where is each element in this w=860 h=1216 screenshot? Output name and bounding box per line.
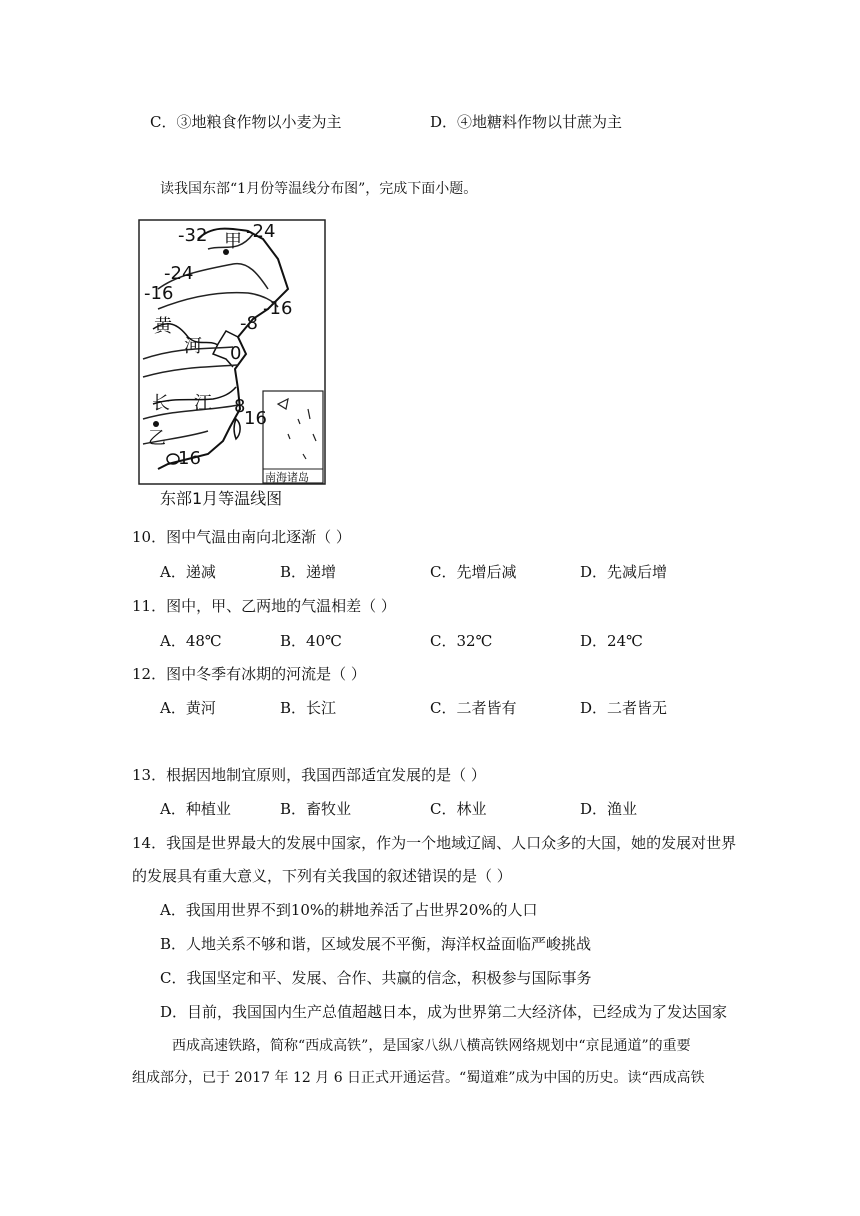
q13-option-b: B．畜牧业 bbox=[280, 800, 352, 818]
passage-line-2: 组成部分，已于 2017 年 12 月 6 日正式开通运营。“蜀道难”成为中国的历史。读“西成高铁 bbox=[132, 1070, 705, 1086]
q14-option-c: C．我国坚定和平、发展、合作、共赢的信念，积极参与国际事务 bbox=[160, 969, 592, 987]
question-13-stem: 13．根据因地制宜原则，我国西部适宜发展的是（ ） bbox=[132, 766, 486, 784]
isotherm-label: -8 bbox=[240, 313, 258, 334]
isotherm-map bbox=[138, 219, 326, 485]
isotherm-label: -32 bbox=[178, 225, 208, 246]
q10-option-b: B．递增 bbox=[280, 563, 337, 581]
q13-option-c: C．林业 bbox=[430, 800, 487, 818]
question-12-stem: 12．图中冬季有冰期的河流是（ ） bbox=[132, 665, 366, 683]
inset-label: 南海诸岛 bbox=[265, 471, 309, 484]
map-caption: 东部1月等温线图 bbox=[160, 489, 283, 508]
isotherm-label: -16 bbox=[263, 298, 293, 319]
place-label-yi: 乙 bbox=[148, 428, 166, 449]
option-c-prev: C．③地粮食作物以小麦为主 bbox=[150, 113, 342, 131]
question-11-stem: 11．图中，甲、乙两地的气温相差（ ） bbox=[132, 597, 396, 615]
river-label-jiang: 江 bbox=[194, 393, 212, 414]
q11-option-a: A．48℃ bbox=[160, 632, 222, 650]
q10-option-d: D．先减后增 bbox=[580, 563, 668, 581]
isotherm-label: -24 bbox=[164, 263, 194, 284]
q12-option-d: D．二者皆无 bbox=[580, 699, 668, 717]
isotherm-label: -16 bbox=[144, 283, 174, 304]
q11-option-b: B．40℃ bbox=[280, 632, 342, 650]
q10-option-a: A．递减 bbox=[160, 563, 216, 581]
isotherm-label: 16 bbox=[178, 448, 201, 469]
q12-option-b: B．长江 bbox=[280, 699, 337, 717]
river-label-huang: 黄 bbox=[154, 316, 172, 337]
question-14-stem-line-2: 的发展具有重大意义，下列有关我国的叙述错误的是（ ） bbox=[132, 867, 512, 885]
intro-text: 读我国东部“1月份等温线分布图”，完成下面小题。 bbox=[160, 181, 478, 197]
river-label-he: 河 bbox=[184, 336, 202, 357]
question-10-stem: 10．图中气温由南向北逐渐（ ） bbox=[132, 528, 351, 546]
q14-option-a: A．我国用世界不到10%的耕地养活了占世界20%的人口 bbox=[160, 901, 538, 919]
q11-option-c: C．32℃ bbox=[430, 632, 493, 650]
q12-option-c: C．二者皆有 bbox=[430, 699, 517, 717]
q12-option-a: A．黄河 bbox=[160, 699, 216, 717]
q14-option-d: D．目前，我国国内生产总值超越日本，成为世界第二大经济体，已经成为了发达国家 bbox=[160, 1003, 728, 1021]
isotherm-label: -24 bbox=[246, 221, 276, 242]
question-14-stem-line-1: 14．我国是世界最大的发展中国家，作为一个地域辽阔、人口众多的大国，她的发展对世界 bbox=[132, 834, 737, 852]
q10-option-c: C．先增后减 bbox=[430, 563, 517, 581]
isotherm-label: 16 bbox=[244, 408, 267, 429]
isotherm-label: 8 bbox=[234, 396, 246, 417]
isotherm-label: 0 bbox=[230, 343, 242, 364]
q13-option-d: D．渔业 bbox=[580, 800, 638, 818]
q13-option-a: A．种植业 bbox=[160, 800, 231, 818]
river-label-chang: 长 bbox=[152, 393, 170, 414]
place-label-jia: 甲 bbox=[224, 231, 242, 252]
q11-option-d: D．24℃ bbox=[580, 632, 643, 650]
option-d-prev: D．④地糖料作物以甘蔗为主 bbox=[430, 113, 623, 131]
passage-line-1: 西成高速铁路，简称“西成高铁”，是国家八纵八横高铁网络规划中“京昆通道”的重要 bbox=[172, 1038, 691, 1054]
q14-option-b: B．人地关系不够和谐，区域发展不平衡，海洋权益面临严峻挑战 bbox=[160, 935, 592, 953]
